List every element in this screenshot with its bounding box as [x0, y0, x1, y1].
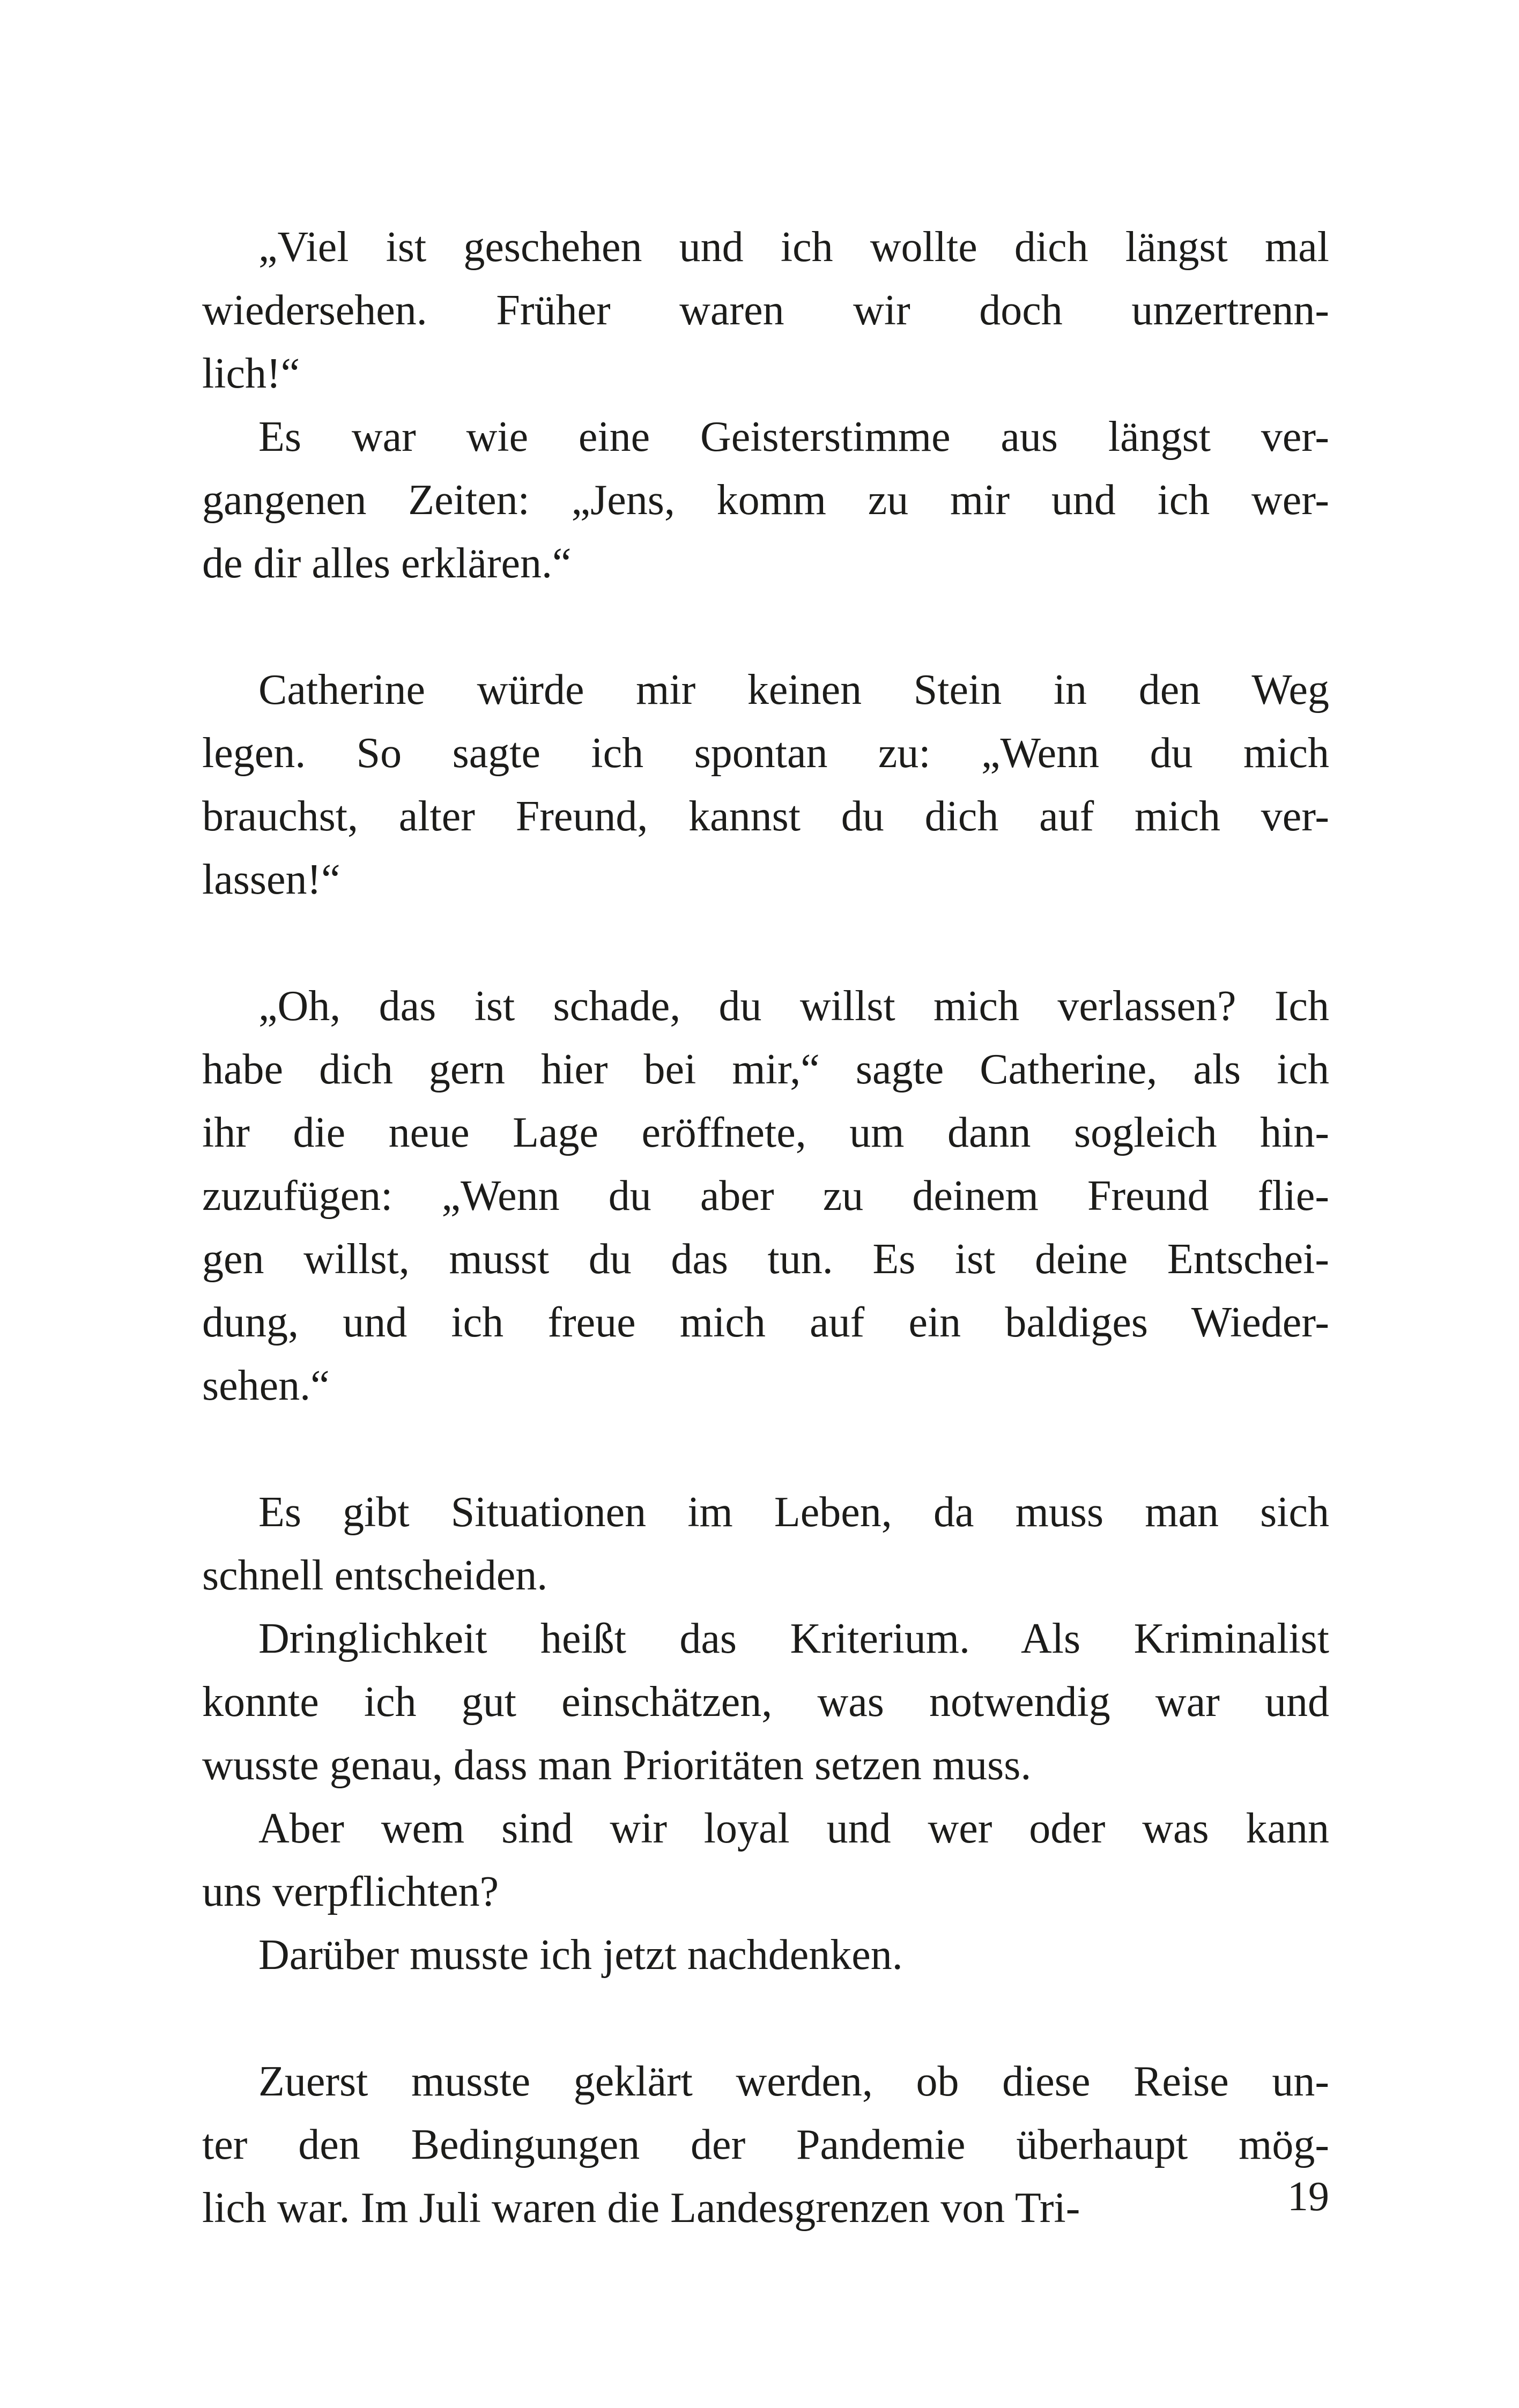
text-line: wusste genau, dass man Prioritäten setzen muss.	[202, 1742, 1032, 1789]
paragraph	[202, 1797, 1329, 1923]
paragraph	[202, 1481, 1329, 1607]
text-line: „Viel ist geschehen und ich wollte dich längst mal	[258, 224, 1329, 271]
text-line: „Oh, das ist schade, du willst mich verlassen? Ich	[258, 983, 1329, 1030]
paragraph	[202, 1923, 1329, 1987]
text-line: de dir alles erklären.“	[202, 540, 572, 587]
text-line: Es gibt Situationen im Leben, da muss man sich	[258, 1489, 1329, 1536]
page-number: 19	[1287, 2173, 1329, 2219]
text-line: Catherine würde mir keinen Stein in den Weg	[258, 666, 1329, 714]
text-line: wiedersehen. Früher waren wir doch unzertrenn-	[202, 287, 1329, 334]
text-line: uns verpflichten?	[202, 1868, 499, 1915]
text-line: Dringlichkeit heißt das Kriterium. Als Kriminalist	[258, 1615, 1329, 1662]
text-line: lassen!“	[202, 856, 340, 903]
text-line: zuzufügen: „Wenn du aber zu deinem Freund flie-	[202, 1172, 1329, 1220]
text-line: dung, und ich freue mich auf ein baldiges Wieder-	[202, 1299, 1329, 1346]
text-line: sehen.“	[202, 1362, 330, 1409]
paragraph	[202, 658, 1329, 911]
text-line: schnell entscheiden.	[202, 1552, 548, 1599]
text-line: gangenen Zeiten: „Jens, komm zu mir und ich wer-	[202, 477, 1329, 524]
paragraph	[202, 975, 1329, 1417]
text-line: habe dich gern hier bei mir,“ sagte Catherine, als ich	[202, 1046, 1329, 1093]
text-line: Darüber musste ich jetzt nachdenken.	[258, 1931, 903, 1979]
text-line: Es war wie eine Geisterstimme aus längst ver-	[258, 413, 1329, 460]
paragraph	[202, 1607, 1329, 1797]
text-line: konnte ich gut einschätzen, was notwendig war und	[202, 1678, 1329, 1726]
text-block	[202, 215, 1329, 2240]
paragraph	[202, 405, 1329, 595]
paragraph	[202, 215, 1329, 405]
text-line: Zuerst musste geklärt werden, ob diese Reise un-	[258, 2058, 1329, 2105]
text-line: lich!“	[202, 350, 300, 397]
text-line: legen. So sagte ich spontan zu: „Wenn du mich	[202, 730, 1329, 777]
text-line: ter den Bedingungen der Pandemie überhaupt mög-	[202, 2121, 1329, 2168]
paragraph	[202, 2050, 1329, 2240]
text-line: lich war. Im Juli waren die Landesgrenzen von Tri-	[202, 2184, 1080, 2232]
text-line: Aber wem sind wir loyal und wer oder was kann	[258, 1805, 1329, 1852]
text-line: ihr die neue Lage eröffnete, um dann sogleich hin-	[202, 1109, 1329, 1156]
text-line: gen willst, musst du das tun. Es ist deine Entschei-	[202, 1236, 1329, 1283]
text-line: brauchst, alter Freund, kannst du dich auf mich ver-	[202, 793, 1329, 840]
